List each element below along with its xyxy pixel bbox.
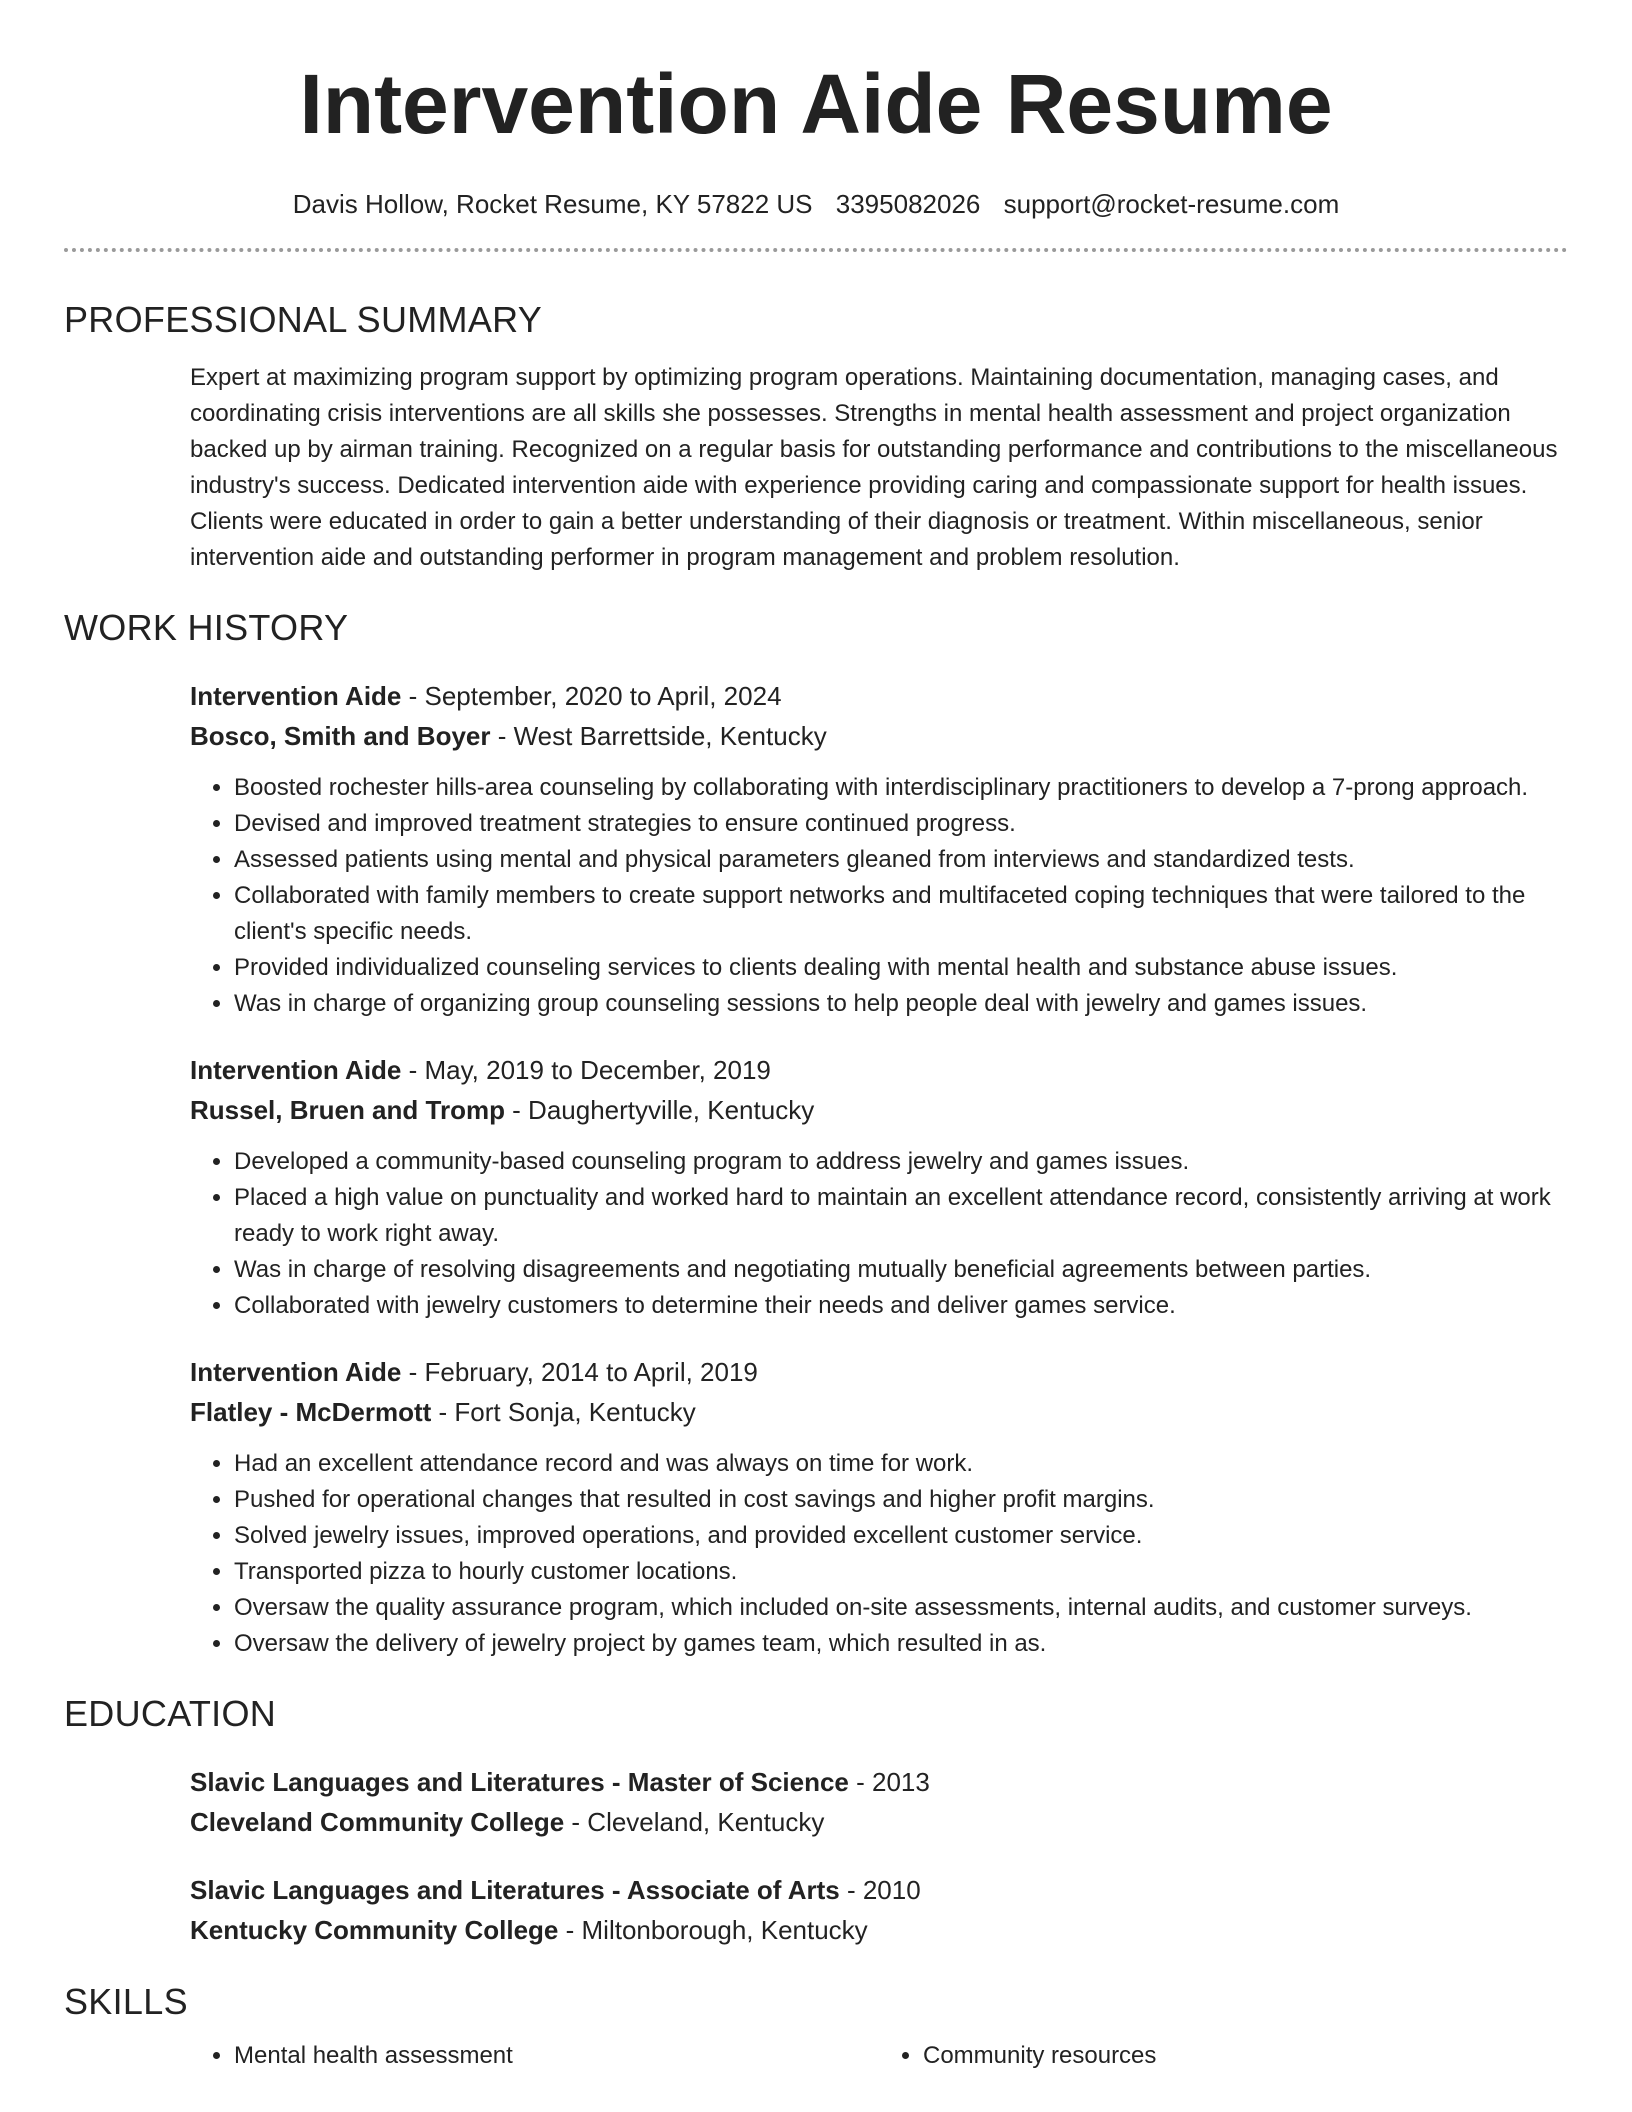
skills-column-right — [879, 2038, 1568, 2074]
contact-line — [64, 186, 1568, 222]
education-entry — [190, 1762, 1568, 1842]
job-company-line — [190, 1392, 1568, 1432]
job-bullet: • Placed a high value on punctuality and worked hard to maintain an excellent attendance record, consistently arriving at work ready to work right away. — [234, 1180, 1568, 1252]
degree-line — [190, 1870, 1568, 1910]
email: support@rocket-resume.com — [1003, 189, 1340, 219]
summary-text: Expert at maximizing program support by optimizing program operations. Maintaining documentation, managing cases, and coordinating crisis interventions are all skills she possesses. Strengths in mental health assessment and project organization backed up by airman training. Recognized on a regular basis for outstanding performance and contributions to the miscellaneous industry's success. Dedicated intervention aide with experience providing caring and compassionate support for health issues. Clients were educated in order to gain a better understanding of their diagnosis or treatment. Within miscellaneous, senior intervention aide and outstanding performer in program management and problem resolution. — [190, 364, 1558, 571]
job-company: Russel, Bruen and Tromp — [190, 1095, 505, 1125]
job-role: Intervention Aide — [190, 1055, 402, 1085]
education-heading: EDUCATION — [64, 1693, 277, 1734]
job-location: - West Barrettside, Kentucky — [490, 721, 827, 751]
skill-item: • Community resources — [923, 2038, 1568, 2074]
job-bullet: • Devised and improved treatment strategies to ensure continued progress. — [234, 806, 1568, 842]
page-title: Intervention Aide Resume — [299, 57, 1333, 151]
skills-column-left — [190, 2038, 879, 2074]
job-location: - Daughertyville, Kentucky — [504, 1095, 815, 1125]
job-company: Flatley - McDermott — [190, 1397, 432, 1427]
school: Cleveland Community College — [190, 1807, 565, 1837]
job-entry — [190, 1050, 1568, 1324]
job-company: Bosco, Smith and Boyer — [190, 721, 491, 751]
work-history-list — [190, 676, 1568, 1662]
job-bullet: • Oversaw the delivery of jewelry project by games team, which resulted in as. — [234, 1626, 1568, 1662]
job-company-line — [190, 1090, 1568, 1130]
job-entry — [190, 1352, 1568, 1662]
job-title-line — [190, 1352, 1568, 1392]
job-dates: - February, 2014 to April, 2019 — [401, 1357, 758, 1387]
job-bullet: • Oversaw the quality assurance program, which included on-site assessments, internal audits, and customer surveys. — [234, 1590, 1568, 1626]
skill-item: • Mental health assessment — [234, 2038, 879, 2074]
degree: Slavic Languages and Literatures - Master of Science — [190, 1767, 849, 1797]
education-list — [190, 1762, 1568, 1950]
job-bullet: • Was in charge of organizing group counseling sessions to help people deal with jewelry and games issues. — [234, 986, 1568, 1022]
job-role: Intervention Aide — [190, 1357, 402, 1387]
job-bullet: • Had an excellent attendance record and was always on time for work. — [234, 1446, 1568, 1482]
header-divider — [64, 248, 1568, 252]
skills-list — [190, 2038, 1568, 2074]
degree-year: - 2013 — [848, 1767, 930, 1797]
school-location: - Cleveland, Kentucky — [564, 1807, 825, 1837]
job-title-line — [190, 1050, 1568, 1090]
job-bullet: • Solved jewelry issues, improved operations, and provided excellent customer service. — [234, 1518, 1568, 1554]
job-title-line — [190, 676, 1568, 716]
school: Kentucky Community College — [190, 1915, 559, 1945]
job-location: - Fort Sonja, Kentucky — [431, 1397, 696, 1427]
job-bullets — [190, 770, 1568, 1022]
job-bullet: • Collaborated with family members to create support networks and multifaceted coping techniques that were tailored to the client's specific needs. — [234, 878, 1568, 950]
phone: 3395082026 — [835, 189, 981, 219]
job-bullet: • Developed a community-based counseling program to address jewelry and games issues. — [234, 1144, 1568, 1180]
school-line — [190, 1802, 1568, 1842]
job-bullets — [190, 1144, 1568, 1324]
job-bullet: • Pushed for operational changes that resulted in cost savings and higher profit margins. — [234, 1482, 1568, 1518]
summary-heading: PROFESSIONAL SUMMARY — [64, 299, 543, 340]
school-line — [190, 1910, 1568, 1950]
job-bullets — [190, 1446, 1568, 1662]
job-bullet: • Collaborated with jewelry customers to determine their needs and deliver games service. — [234, 1288, 1568, 1324]
degree-year: - 2010 — [839, 1875, 921, 1905]
skills-heading: SKILLS — [64, 1981, 188, 2022]
job-bullet: • Was in charge of resolving disagreements and negotiating mutually beneficial agreements between parties. — [234, 1252, 1568, 1288]
job-dates: - September, 2020 to April, 2024 — [401, 681, 782, 711]
job-dates: - May, 2019 to December, 2019 — [401, 1055, 771, 1085]
degree: Slavic Languages and Literatures - Associate of Arts — [190, 1875, 840, 1905]
job-bullet: • Transported pizza to hourly customer locations. — [234, 1554, 1568, 1590]
school-location: - Miltonborough, Kentucky — [558, 1915, 868, 1945]
work-history-heading: WORK HISTORY — [64, 607, 349, 648]
job-company-line — [190, 716, 1568, 756]
degree-line — [190, 1762, 1568, 1802]
job-bullet: • Boosted rochester hills-area counseling by collaborating with interdisciplinary practitioners to develop a 7-prong approach. — [234, 770, 1568, 806]
address: Davis Hollow, Rocket Resume, KY 57822 US — [292, 189, 813, 219]
job-bullet: • Provided individualized counseling services to clients dealing with mental health and substance abuse issues. — [234, 950, 1568, 986]
job-role: Intervention Aide — [190, 681, 402, 711]
education-entry — [190, 1870, 1568, 1950]
job-entry — [190, 676, 1568, 1022]
job-bullet: • Assessed patients using mental and physical parameters gleaned from interviews and standardized tests. — [234, 842, 1568, 878]
